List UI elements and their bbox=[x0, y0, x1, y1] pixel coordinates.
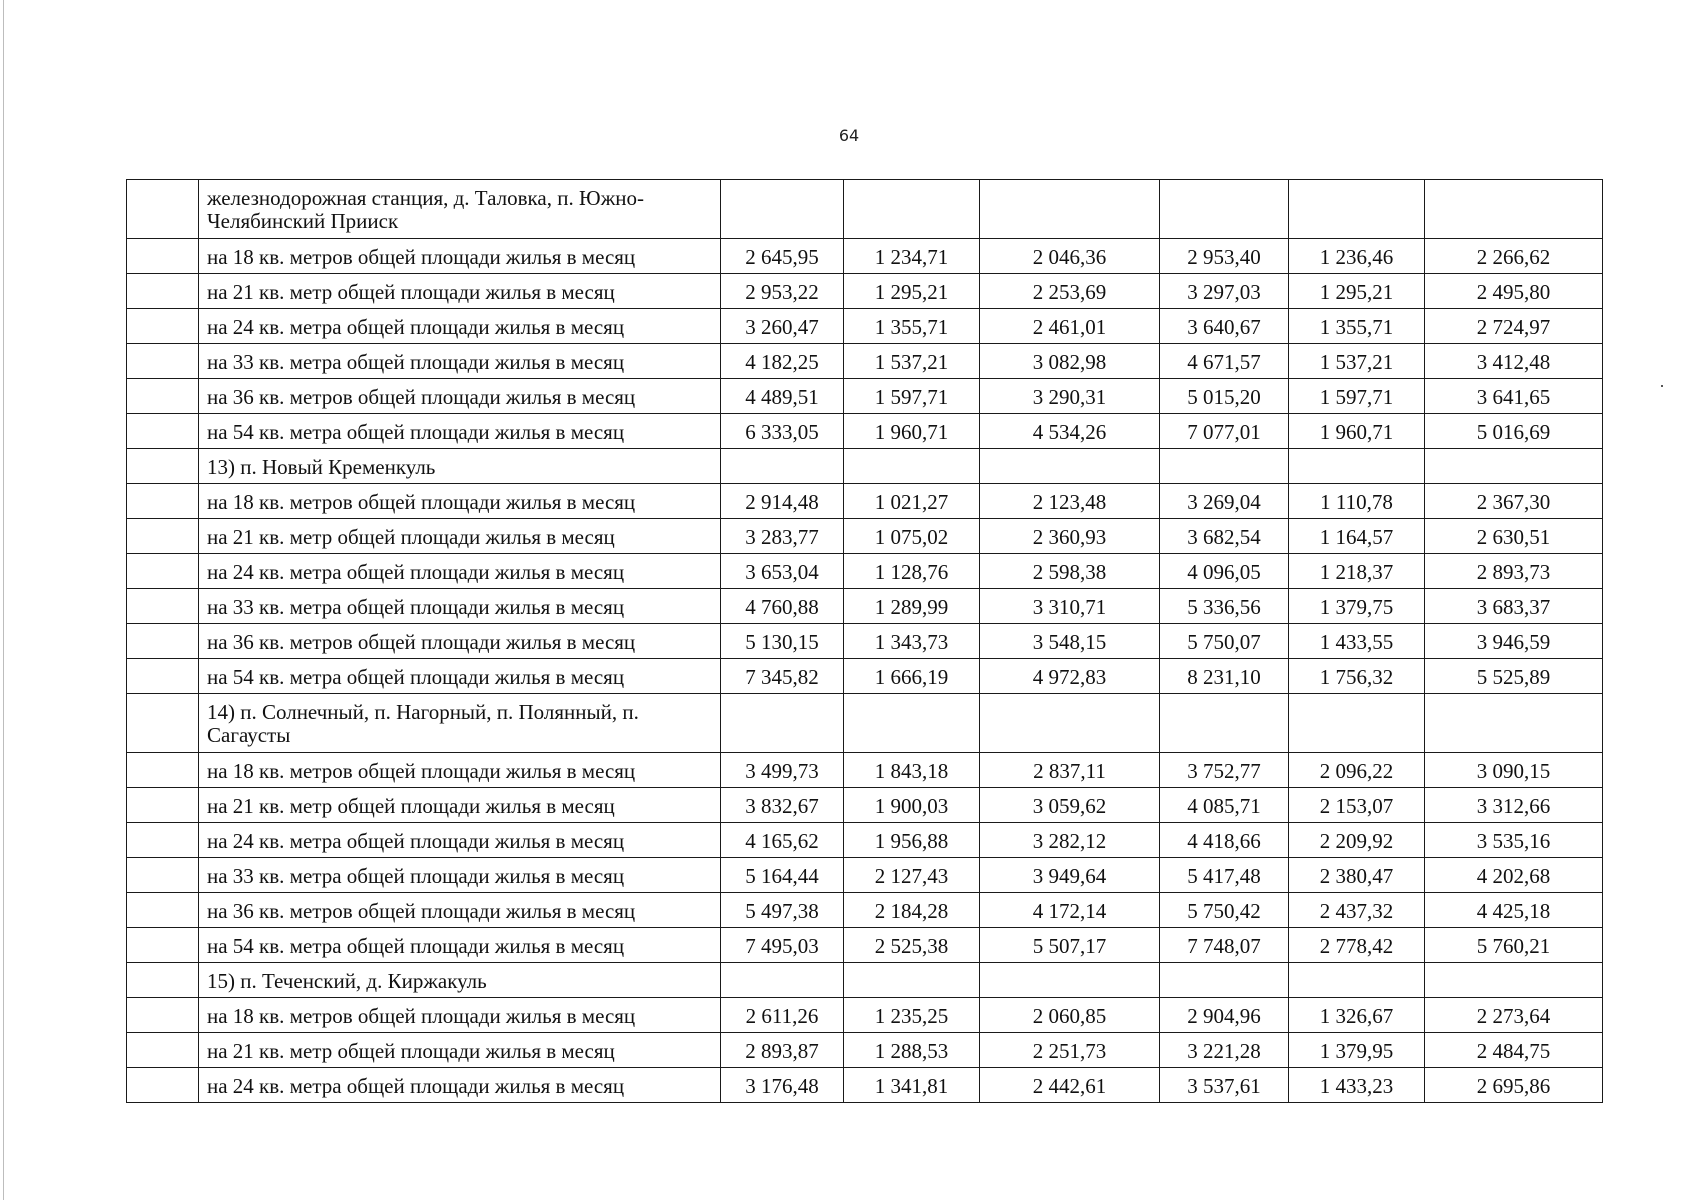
value-cell: 1 379,95 bbox=[1289, 1033, 1425, 1068]
value-cell: 3 297,03 bbox=[1160, 274, 1289, 309]
value-cell: 1 597,71 bbox=[844, 379, 980, 414]
table-row bbox=[127, 274, 1603, 309]
table-row bbox=[127, 554, 1603, 589]
table-row bbox=[127, 624, 1603, 659]
value-cell: 5 760,21 bbox=[1425, 928, 1603, 963]
value-cell bbox=[844, 963, 980, 998]
empty-index-cell bbox=[127, 239, 199, 274]
row-label: на 21 кв. метр общей площади жилья в месяц bbox=[199, 1033, 721, 1068]
value-cell: 6 333,05 bbox=[721, 414, 844, 449]
value-cell: 2 525,38 bbox=[844, 928, 980, 963]
value-cell: 2 209,92 bbox=[1289, 823, 1425, 858]
value-cell: 4 165,62 bbox=[721, 823, 844, 858]
table-row bbox=[127, 823, 1603, 858]
value-cell: 4 418,66 bbox=[1160, 823, 1289, 858]
value-cell: 5 417,48 bbox=[1160, 858, 1289, 893]
value-cell: 3 290,31 bbox=[980, 379, 1160, 414]
value-cell: 2 484,75 bbox=[1425, 1033, 1603, 1068]
value-cell: 3 682,54 bbox=[1160, 519, 1289, 554]
value-cell bbox=[1160, 963, 1289, 998]
value-cell: 3 683,37 bbox=[1425, 589, 1603, 624]
value-cell: 1 900,03 bbox=[844, 788, 980, 823]
value-cell: 2 184,28 bbox=[844, 893, 980, 928]
empty-index-cell bbox=[127, 589, 199, 624]
value-cell: 7 748,07 bbox=[1160, 928, 1289, 963]
table-row bbox=[127, 344, 1603, 379]
table-row bbox=[127, 484, 1603, 519]
value-cell: 1 295,21 bbox=[1289, 274, 1425, 309]
value-cell: 1 355,71 bbox=[844, 309, 980, 344]
value-cell: 1 597,71 bbox=[1289, 379, 1425, 414]
empty-index-cell bbox=[127, 694, 199, 753]
empty-index-cell bbox=[127, 963, 199, 998]
scan-edge-line bbox=[3, 0, 4, 1200]
value-cell: 3 641,65 bbox=[1425, 379, 1603, 414]
section-header-row bbox=[127, 449, 1603, 484]
value-cell bbox=[1160, 449, 1289, 484]
section-header-row bbox=[127, 694, 1603, 753]
empty-index-cell bbox=[127, 180, 199, 239]
value-cell: 2 060,85 bbox=[980, 998, 1160, 1033]
value-cell: 4 096,05 bbox=[1160, 554, 1289, 589]
value-cell: 1 288,53 bbox=[844, 1033, 980, 1068]
empty-index-cell bbox=[127, 823, 199, 858]
value-cell: 3 752,77 bbox=[1160, 753, 1289, 788]
value-cell: 2 893,87 bbox=[721, 1033, 844, 1068]
value-cell: 4 425,18 bbox=[1425, 893, 1603, 928]
value-cell: 2 904,96 bbox=[1160, 998, 1289, 1033]
value-cell: 1 843,18 bbox=[844, 753, 980, 788]
empty-index-cell bbox=[127, 858, 199, 893]
value-cell: 5 750,42 bbox=[1160, 893, 1289, 928]
row-label: на 24 кв. метра общей площади жилья в месяц bbox=[199, 823, 721, 858]
empty-index-cell bbox=[127, 788, 199, 823]
empty-index-cell bbox=[127, 624, 199, 659]
section-header-row bbox=[127, 180, 1603, 239]
row-label: на 33 кв. метра общей площади жилья в месяц bbox=[199, 589, 721, 624]
value-cell: 3 412,48 bbox=[1425, 344, 1603, 379]
value-cell: 3 090,15 bbox=[1425, 753, 1603, 788]
value-cell: 1 289,99 bbox=[844, 589, 980, 624]
value-cell: 7 345,82 bbox=[721, 659, 844, 694]
value-cell: 3 312,66 bbox=[1425, 788, 1603, 823]
value-cell bbox=[1425, 694, 1603, 753]
empty-index-cell bbox=[127, 414, 199, 449]
value-cell: 5 750,07 bbox=[1160, 624, 1289, 659]
table-row bbox=[127, 519, 1603, 554]
value-cell bbox=[1160, 180, 1289, 239]
value-cell: 1 295,21 bbox=[844, 274, 980, 309]
empty-index-cell bbox=[127, 659, 199, 694]
row-label: на 36 кв. метров общей площади жилья в месяц bbox=[199, 379, 721, 414]
value-cell: 3 059,62 bbox=[980, 788, 1160, 823]
empty-index-cell bbox=[127, 928, 199, 963]
value-cell bbox=[721, 180, 844, 239]
value-cell: 1 960,71 bbox=[844, 414, 980, 449]
row-label: на 21 кв. метр общей площади жилья в месяц bbox=[199, 519, 721, 554]
value-cell: 2 266,62 bbox=[1425, 239, 1603, 274]
value-cell: 3 499,73 bbox=[721, 753, 844, 788]
value-cell: 7 495,03 bbox=[721, 928, 844, 963]
value-cell bbox=[721, 963, 844, 998]
table-row bbox=[127, 379, 1603, 414]
value-cell: 4 182,25 bbox=[721, 344, 844, 379]
value-cell: 1 075,02 bbox=[844, 519, 980, 554]
value-cell: 2 611,26 bbox=[721, 998, 844, 1033]
value-cell: 2 914,48 bbox=[721, 484, 844, 519]
value-cell: 3 176,48 bbox=[721, 1068, 844, 1103]
value-cell: 4 760,88 bbox=[721, 589, 844, 624]
empty-index-cell bbox=[127, 309, 199, 344]
empty-index-cell bbox=[127, 1033, 199, 1068]
value-cell bbox=[980, 180, 1160, 239]
value-cell: 5 015,20 bbox=[1160, 379, 1289, 414]
value-cell: 3 535,16 bbox=[1425, 823, 1603, 858]
section-title: 14) п. Солнечный, п. Нагорный, п. Полянный, п. Сагаусты bbox=[199, 694, 721, 753]
value-cell: 5 130,15 bbox=[721, 624, 844, 659]
value-cell: 4 172,14 bbox=[980, 893, 1160, 928]
section-title: 15) п. Теченский, д. Киржакуль bbox=[199, 963, 721, 998]
value-cell: 3 082,98 bbox=[980, 344, 1160, 379]
empty-index-cell bbox=[127, 484, 199, 519]
empty-index-cell bbox=[127, 554, 199, 589]
value-cell: 2 380,47 bbox=[1289, 858, 1425, 893]
value-cell: 1 433,23 bbox=[1289, 1068, 1425, 1103]
value-cell: 4 972,83 bbox=[980, 659, 1160, 694]
value-cell: 2 724,97 bbox=[1425, 309, 1603, 344]
value-cell: 1 021,27 bbox=[844, 484, 980, 519]
row-label: на 36 кв. метров общей площади жилья в месяц bbox=[199, 893, 721, 928]
scan-speck bbox=[1661, 385, 1663, 387]
row-label: на 33 кв. метра общей площади жилья в месяц bbox=[199, 344, 721, 379]
value-cell: 1 234,71 bbox=[844, 239, 980, 274]
table-row bbox=[127, 239, 1603, 274]
value-cell bbox=[980, 963, 1160, 998]
row-label: на 36 кв. метров общей площади жилья в месяц bbox=[199, 624, 721, 659]
value-cell: 2 645,95 bbox=[721, 239, 844, 274]
tariff-table bbox=[126, 179, 1603, 1103]
value-cell: 5 336,56 bbox=[1160, 589, 1289, 624]
value-cell: 2 367,30 bbox=[1425, 484, 1603, 519]
value-cell: 4 489,51 bbox=[721, 379, 844, 414]
value-cell: 5 525,89 bbox=[1425, 659, 1603, 694]
value-cell: 2 273,64 bbox=[1425, 998, 1603, 1033]
value-cell bbox=[980, 694, 1160, 753]
table-row bbox=[127, 788, 1603, 823]
value-cell: 8 231,10 bbox=[1160, 659, 1289, 694]
row-label: на 21 кв. метр общей площади жилья в месяц bbox=[199, 274, 721, 309]
row-label: на 54 кв. метра общей площади жилья в месяц bbox=[199, 414, 721, 449]
empty-index-cell bbox=[127, 998, 199, 1033]
value-cell: 5 507,17 bbox=[980, 928, 1160, 963]
value-cell: 1 666,19 bbox=[844, 659, 980, 694]
value-cell bbox=[1289, 963, 1425, 998]
empty-index-cell bbox=[127, 344, 199, 379]
value-cell: 1 218,37 bbox=[1289, 554, 1425, 589]
value-cell: 3 283,77 bbox=[721, 519, 844, 554]
value-cell: 2 630,51 bbox=[1425, 519, 1603, 554]
empty-index-cell bbox=[127, 519, 199, 554]
value-cell: 2 123,48 bbox=[980, 484, 1160, 519]
row-label: на 24 кв. метра общей площади жилья в месяц bbox=[199, 554, 721, 589]
value-cell: 2 251,73 bbox=[980, 1033, 1160, 1068]
value-cell bbox=[1160, 694, 1289, 753]
value-cell bbox=[844, 180, 980, 239]
value-cell: 1 379,75 bbox=[1289, 589, 1425, 624]
value-cell: 1 164,57 bbox=[1289, 519, 1425, 554]
value-cell bbox=[844, 449, 980, 484]
value-cell: 2 598,38 bbox=[980, 554, 1160, 589]
row-label: на 18 кв. метров общей площади жилья в месяц bbox=[199, 484, 721, 519]
empty-index-cell bbox=[127, 1068, 199, 1103]
row-label: на 33 кв. метра общей площади жилья в месяц bbox=[199, 858, 721, 893]
value-cell: 2 837,11 bbox=[980, 753, 1160, 788]
value-cell: 2 495,80 bbox=[1425, 274, 1603, 309]
value-cell: 3 949,64 bbox=[980, 858, 1160, 893]
table-row bbox=[127, 1068, 1603, 1103]
value-cell bbox=[1425, 963, 1603, 998]
value-cell: 4 085,71 bbox=[1160, 788, 1289, 823]
value-cell: 1 756,32 bbox=[1289, 659, 1425, 694]
value-cell: 3 282,12 bbox=[980, 823, 1160, 858]
value-cell: 1 235,25 bbox=[844, 998, 980, 1033]
row-label: на 18 кв. метров общей площади жилья в месяц bbox=[199, 753, 721, 788]
table-row bbox=[127, 858, 1603, 893]
value-cell bbox=[1289, 180, 1425, 239]
value-cell bbox=[844, 694, 980, 753]
value-cell: 5 016,69 bbox=[1425, 414, 1603, 449]
table-row bbox=[127, 753, 1603, 788]
value-cell: 1 956,88 bbox=[844, 823, 980, 858]
value-cell: 2 437,32 bbox=[1289, 893, 1425, 928]
table-row bbox=[127, 309, 1603, 344]
value-cell bbox=[1425, 449, 1603, 484]
value-cell: 5 497,38 bbox=[721, 893, 844, 928]
table-row bbox=[127, 998, 1603, 1033]
value-cell: 1 341,81 bbox=[844, 1068, 980, 1103]
value-cell: 1 110,78 bbox=[1289, 484, 1425, 519]
table-row bbox=[127, 928, 1603, 963]
page-number: 64 bbox=[838, 126, 860, 145]
value-cell: 3 537,61 bbox=[1160, 1068, 1289, 1103]
value-cell bbox=[721, 694, 844, 753]
value-cell: 1 128,76 bbox=[844, 554, 980, 589]
row-label: на 54 кв. метра общей площади жилья в месяц bbox=[199, 928, 721, 963]
value-cell: 2 893,73 bbox=[1425, 554, 1603, 589]
value-cell: 2 953,40 bbox=[1160, 239, 1289, 274]
table-row bbox=[127, 1033, 1603, 1068]
value-cell bbox=[1425, 180, 1603, 239]
value-cell: 2 953,22 bbox=[721, 274, 844, 309]
value-cell: 2 778,42 bbox=[1289, 928, 1425, 963]
value-cell: 1 236,46 bbox=[1289, 239, 1425, 274]
value-cell: 1 960,71 bbox=[1289, 414, 1425, 449]
empty-index-cell bbox=[127, 893, 199, 928]
row-label: на 24 кв. метра общей площади жилья в месяц bbox=[199, 309, 721, 344]
section-header-row bbox=[127, 963, 1603, 998]
value-cell: 3 832,67 bbox=[721, 788, 844, 823]
value-cell: 1 355,71 bbox=[1289, 309, 1425, 344]
section-title: 13) п. Новый Кременкуль bbox=[199, 449, 721, 484]
value-cell: 3 548,15 bbox=[980, 624, 1160, 659]
value-cell: 2 695,86 bbox=[1425, 1068, 1603, 1103]
value-cell: 3 269,04 bbox=[1160, 484, 1289, 519]
row-label: на 24 кв. метра общей площади жилья в месяц bbox=[199, 1068, 721, 1103]
table-row bbox=[127, 659, 1603, 694]
table-row bbox=[127, 414, 1603, 449]
value-cell: 1 537,21 bbox=[844, 344, 980, 379]
row-label: на 54 кв. метра общей площади жилья в месяц bbox=[199, 659, 721, 694]
value-cell: 3 221,28 bbox=[1160, 1033, 1289, 1068]
row-label: на 18 кв. метров общей площади жилья в месяц bbox=[199, 998, 721, 1033]
value-cell: 5 164,44 bbox=[721, 858, 844, 893]
value-cell bbox=[1289, 694, 1425, 753]
empty-index-cell bbox=[127, 274, 199, 309]
tariff-table-body bbox=[127, 180, 1603, 1103]
value-cell: 3 310,71 bbox=[980, 589, 1160, 624]
value-cell: 4 671,57 bbox=[1160, 344, 1289, 379]
empty-index-cell bbox=[127, 753, 199, 788]
value-cell bbox=[1289, 449, 1425, 484]
section-title: железнодорожная станция, д. Таловка, п. Южно-Челябинский Прииск bbox=[199, 180, 721, 239]
value-cell: 1 537,21 bbox=[1289, 344, 1425, 379]
value-cell: 2 153,07 bbox=[1289, 788, 1425, 823]
value-cell: 3 640,67 bbox=[1160, 309, 1289, 344]
value-cell: 2 046,36 bbox=[980, 239, 1160, 274]
table-row bbox=[127, 589, 1603, 624]
value-cell: 2 127,43 bbox=[844, 858, 980, 893]
value-cell bbox=[721, 449, 844, 484]
value-cell: 3 653,04 bbox=[721, 554, 844, 589]
value-cell: 4 202,68 bbox=[1425, 858, 1603, 893]
value-cell: 3 260,47 bbox=[721, 309, 844, 344]
table-row bbox=[127, 893, 1603, 928]
value-cell: 4 534,26 bbox=[980, 414, 1160, 449]
row-label: на 18 кв. метров общей площади жилья в месяц bbox=[199, 239, 721, 274]
value-cell: 2 253,69 bbox=[980, 274, 1160, 309]
empty-index-cell bbox=[127, 449, 199, 484]
value-cell bbox=[980, 449, 1160, 484]
row-label: на 21 кв. метр общей площади жилья в месяц bbox=[199, 788, 721, 823]
value-cell: 7 077,01 bbox=[1160, 414, 1289, 449]
value-cell: 2 442,61 bbox=[980, 1068, 1160, 1103]
value-cell: 3 946,59 bbox=[1425, 624, 1603, 659]
value-cell: 2 461,01 bbox=[980, 309, 1160, 344]
value-cell: 1 326,67 bbox=[1289, 998, 1425, 1033]
empty-index-cell bbox=[127, 379, 199, 414]
value-cell: 1 433,55 bbox=[1289, 624, 1425, 659]
value-cell: 2 360,93 bbox=[980, 519, 1160, 554]
value-cell: 2 096,22 bbox=[1289, 753, 1425, 788]
value-cell: 1 343,73 bbox=[844, 624, 980, 659]
